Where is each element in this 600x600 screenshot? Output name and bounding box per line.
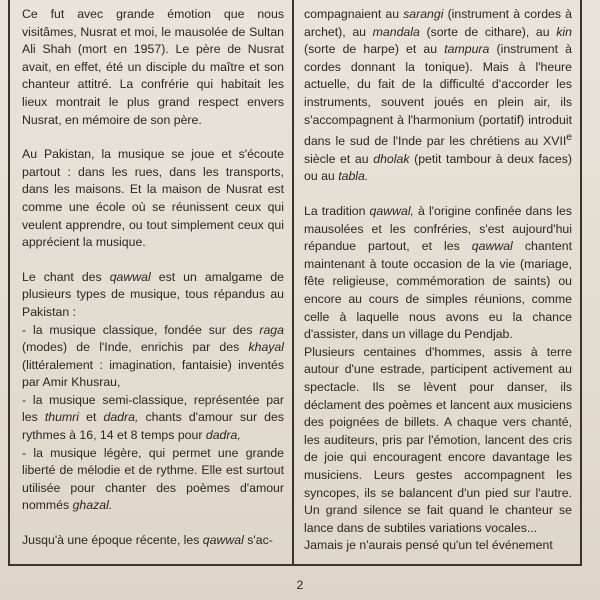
page-number: 2: [296, 578, 304, 592]
paragraph-qawwal-tradition: La tradition qawwal, à l'origine confinée dans les mausolées et les confréries, s'est aujourd'hui répandue partout, et les qawwal chantent maintenant à toute occasion de la vie (mariage, fête religieuse, commémoration de saints) ou encore au cours de simples réunions, comme celle à laquelle nous avons eu la chance d'assister, dans un village du Pendjab.: [304, 204, 572, 342]
paragraph-mausoleum: Ce fut avec grande émotion que nous visitâmes, Nusrat et moi, le mausolée de Sultan Ali Shah (mort en 1957). Le père de Nusrat avait, en effet, été un disciple du maître et son chanteur attitré. La confrérie qui habitait les lieux montrait le plus grand respect envers Nusrat, en mémoire de son père.: [22, 7, 284, 127]
paragraph-qawwal-types: Le chant des qawwal est un amalgame de plusieurs types de musique, tous répandus au Pakistan : - la musique classique, fondée sur des raga (modes) de l'Inde, enrichis par des khayal (littéralement : imagination, fantaisie) inventés par Amir Khusrau, - la musique semi-classique, représentée par les thumri et dadra, chants d'amour sur des rythmes à 16, 14 et 8 temps pour dadra, - la musique légère, qui permet une grande liberté de mélodie et de rythme. Elle est surtout utilisée pour chanter des poèmes d'amour nommés ghazal.: [22, 269, 284, 513]
left-column: [22, 6, 284, 562]
paragraph-instruments: compagnaient au sarangi (instrument à cordes à archet), au mandala (sorte de cithare), au kin (sorte de harpe) et au tampura (instrument à cordes donnant la tonique). Mais à l'heure actuelle, du fait de la difficulté d'accorder les instruments, souvent joués en plein air, ils s'accompagnent à l'harmonium (portatif) introduit dans le sud de l'Inde par les chrétiens au XVIIe siècle et au dholak (petit tambour à deux faces) ou au tabla.: [304, 7, 572, 184]
paragraph-music-everywhere: Au Pakistan, la musique se joue et s'écoute partout : dans les rues, dans les transports, dans les maisons. Et la maison de Nusrat est comme une école où se réunissent ceux qui veulent apprendre, ou tout simplement ceux qui apprécient la musique.: [22, 147, 284, 250]
paragraph-never-thought: Jamais je n'aurais pensé qu'un tel événement: [304, 538, 553, 553]
right-column: [304, 6, 572, 562]
column-divider: [292, 0, 294, 566]
paragraph-audience: Plusieurs centaines d'hommes, assis à terre autour d'une estrade, participent activement au spectacle. Ils se lèvent pour danser, ils déclament des poèmes et lancent aux musiciens des poignées de billets. A chaque vers chanté, les auditeurs, pris par l'émotion, lancent des cris de joie qui encouragent encore davantage les musiciens. Leurs gestes accompagnent les syncopes, ils se balancent d'un pied sur l'autre. Un grand silence se fait quand le chanteur se lance dans de subtiles variations vocales...: [304, 344, 572, 535]
paragraph-accompaniment-start: Jusqu'à une époque récente, les qawwal s'ac-: [22, 533, 273, 548]
